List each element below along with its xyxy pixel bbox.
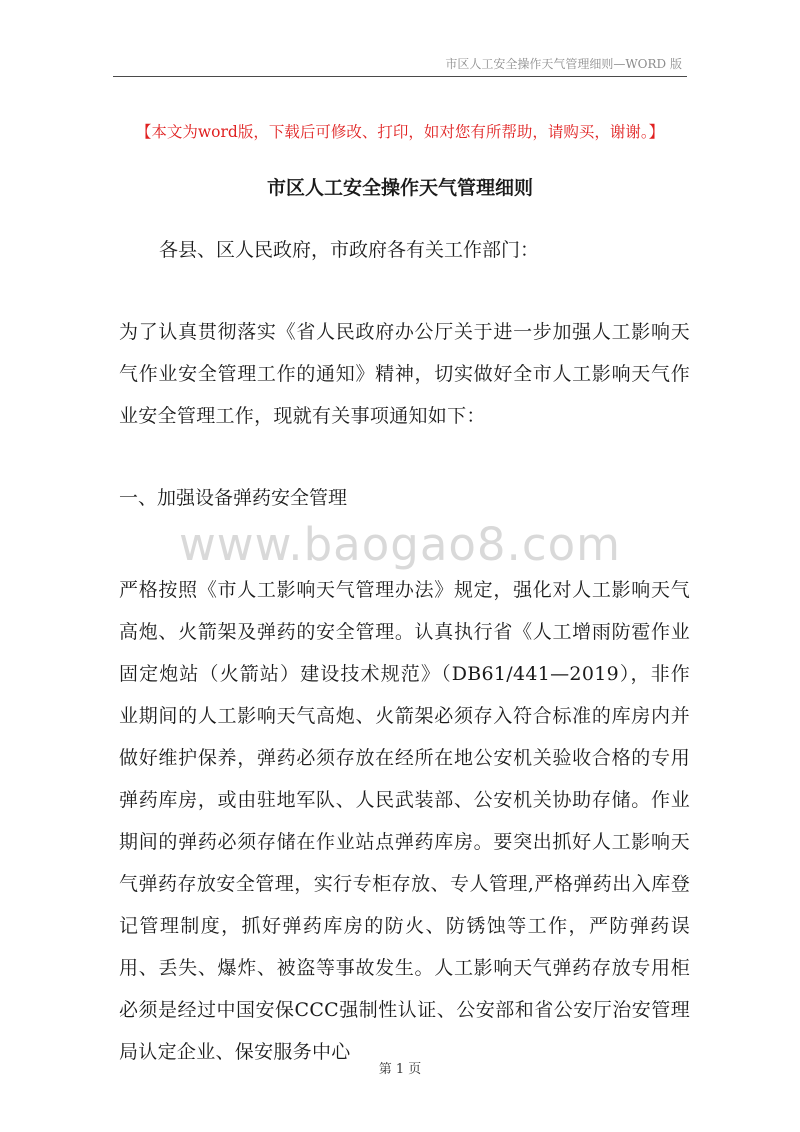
download-notice: 【本文为word版，下载后可修改、打印，如对您有所帮助，请购买，谢谢。】	[135, 123, 665, 141]
running-header: 市区人工安全操作天气管理细则—WORD 版	[445, 57, 682, 71]
intro-paragraph: 为了认真贯彻落实《省人民政府办公厅关于进一步加强人工影响天气作业安全管理工作的通知》精神，切实做好全市人工影响天气作业安全管理工作，现就有关事项通知如下：	[119, 321, 690, 427]
salutation-line: 各县、区人民政府，市政府各有关工作部门：	[159, 239, 540, 261]
watermark: www.baogao8.com	[179, 518, 621, 571]
section-heading-equipment: 一、加强设备弹药安全管理	[119, 487, 348, 509]
document-title: 市区人工安全操作天气管理细则	[266, 177, 533, 199]
page-number: 第 1 页	[378, 1062, 422, 1077]
header-divider	[113, 76, 687, 77]
section-paragraph-equipment: 严格按照《市人工影响天气管理办法》规定，强化对人工影响天气高炮、火箭架及弹药的安全管理。认真执行省《人工增雨防雹作业固定炮站（火箭站）建设技术规范》（DB61/441—2019），非作业期间的人工影响天气高炮、火箭架必须存入符合标准的库房内并做好维护保养，弹药必须存放在经所在地公安机关验收合格的专用弹药库房，或由驻地军队、人民武装部、公安机关协助存储。作业期间的弹药必须存储在作业站点弹药库房。要突出抓好人工影响天气弹药存放安全管理，实行专柜存放、专人管理,严格弹药出入库登记管理制度，抓好弹药库房的防火、防锈蚀等工作，严防弹药误用、丢失、爆炸、被盗等事故发生。人工影响天气弹药存放专用柜必须是经过中国安保CCC强制性认证、公安部和省公安厅治安管理局认定企业、保安服务中心	[119, 579, 690, 1063]
